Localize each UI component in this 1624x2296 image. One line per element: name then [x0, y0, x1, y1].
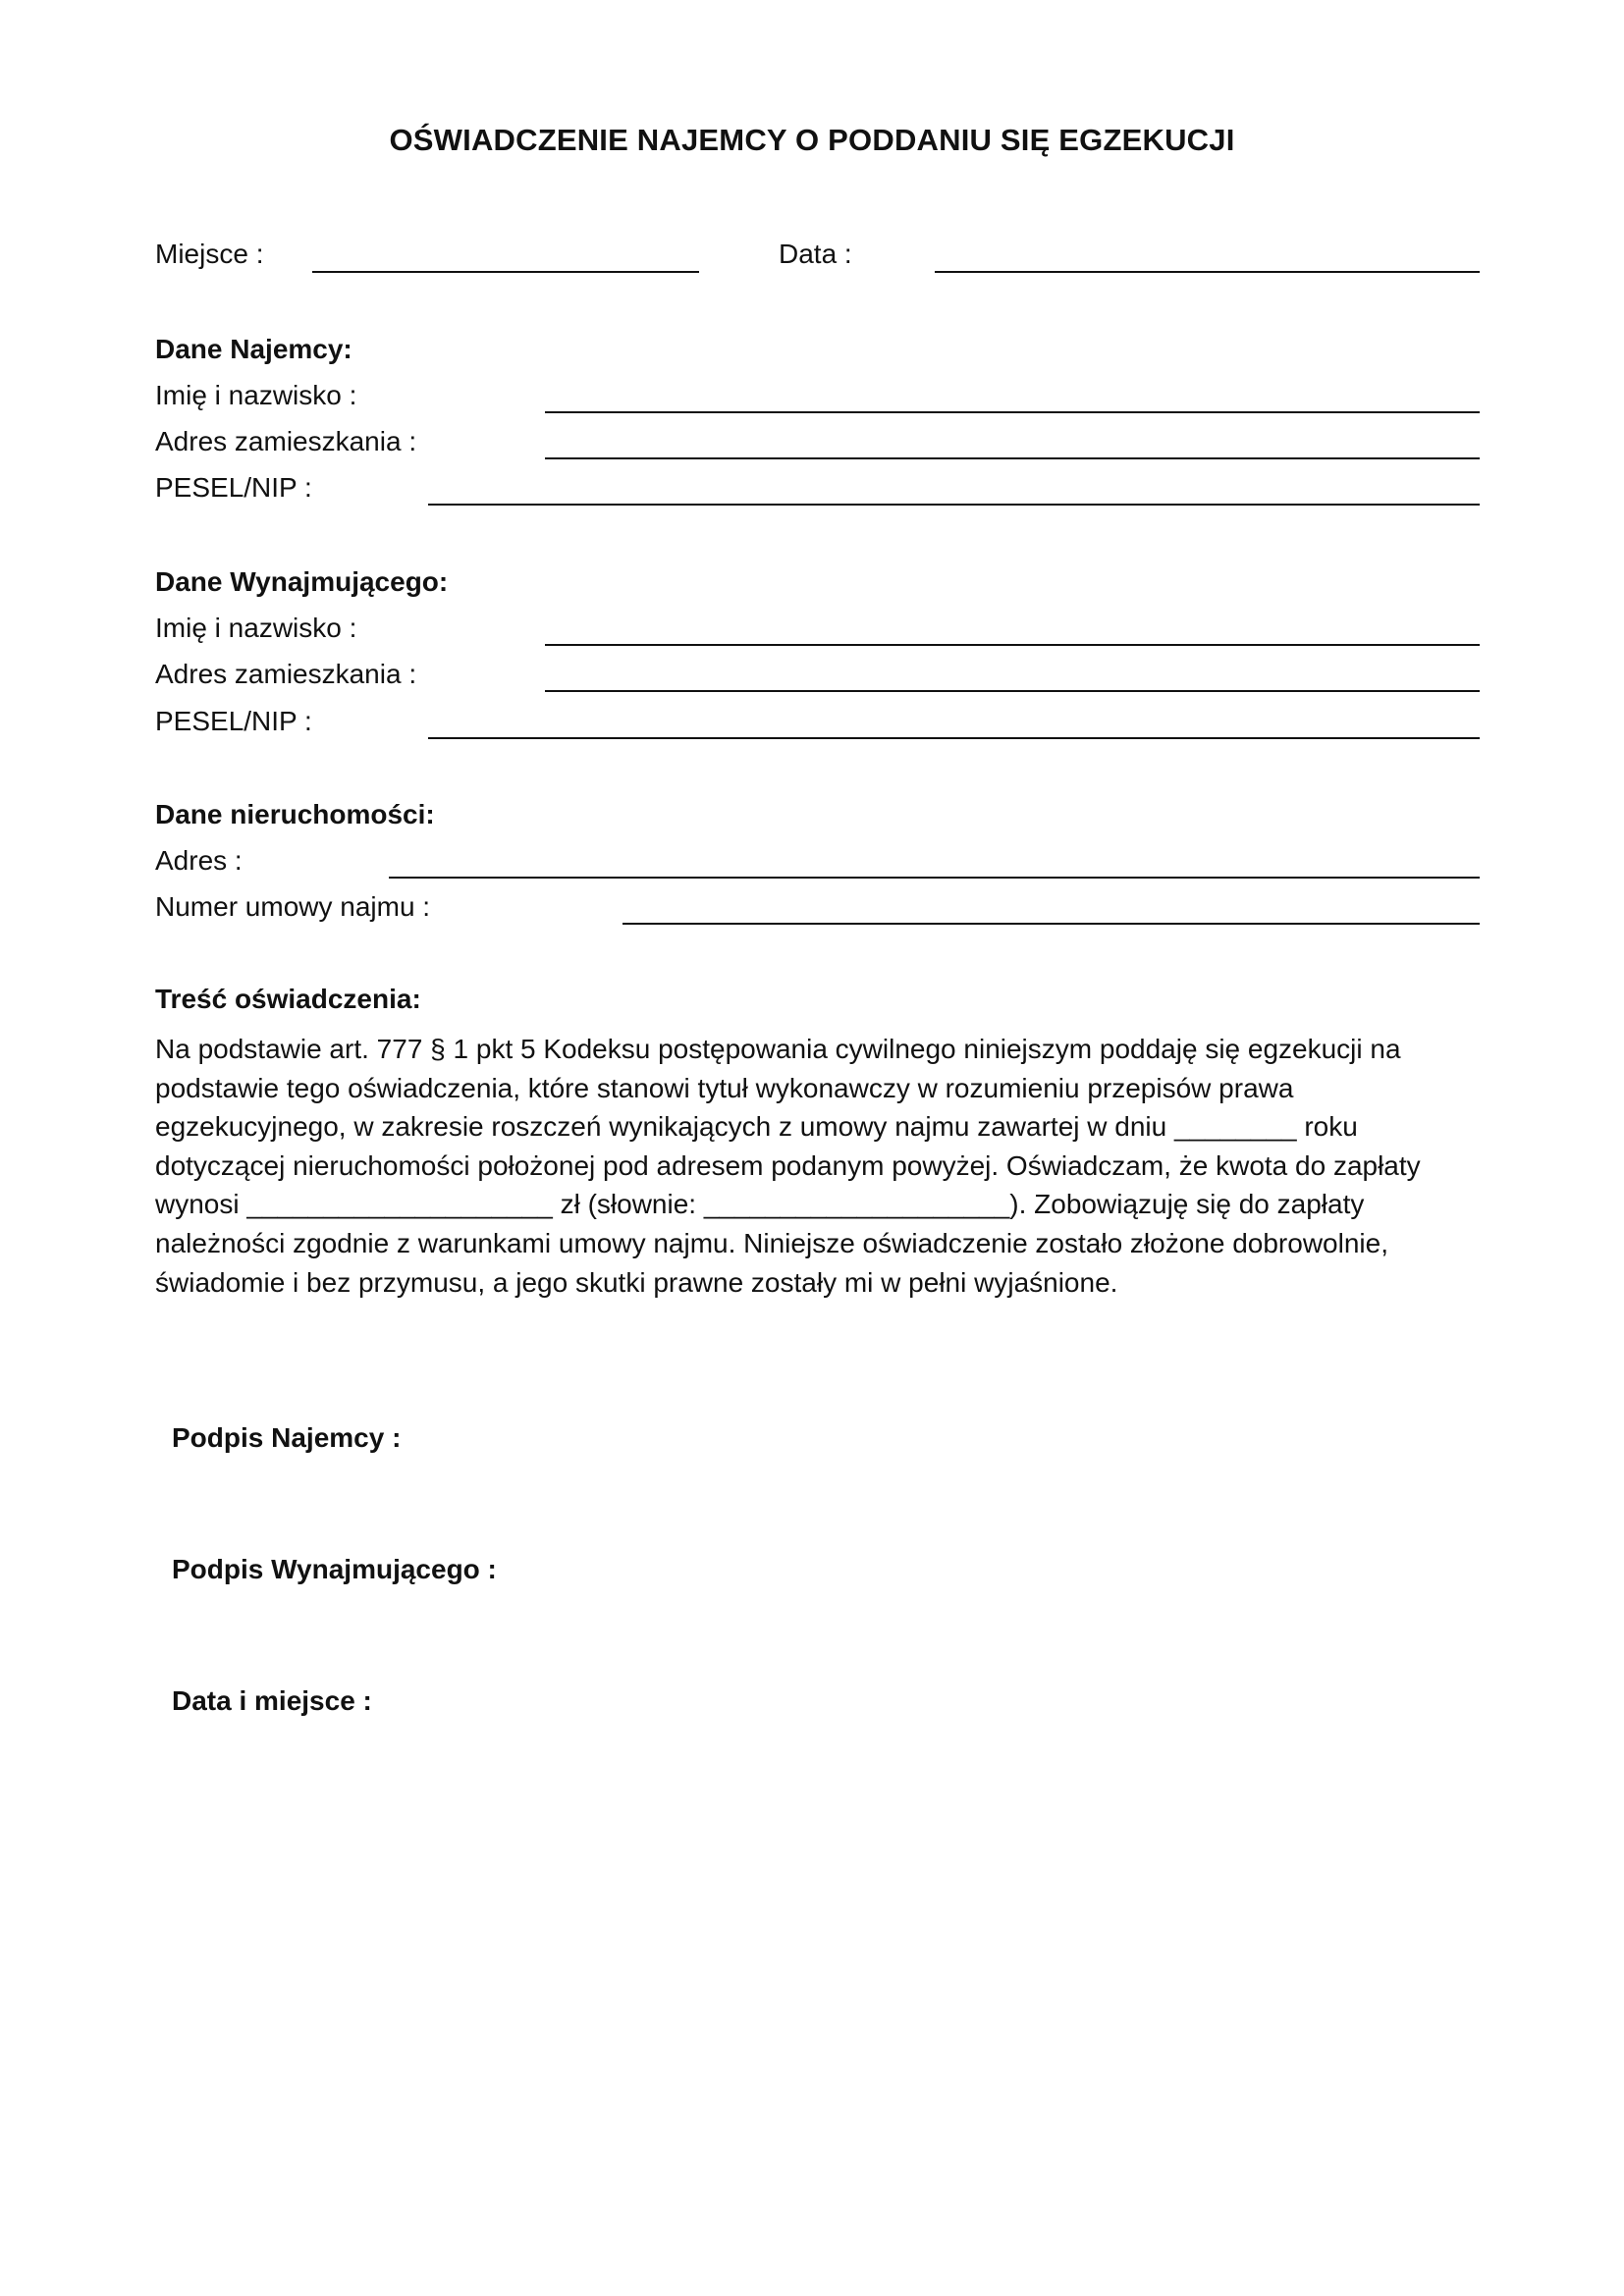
- contract-number-label: Numer umowy najmu :: [155, 891, 431, 922]
- statement-line: dotyczącej nieruchomości położonej pod adresem podanym powyżej. Oświadczam, że kwota do zapłaty: [155, 1149, 1421, 1181]
- statement-line: egzekucyjnego, w zakresie roszczeń wynikających z umowy najmu zawartej w dniu ________ roku: [155, 1111, 1358, 1143]
- document-title: OŚWIADCZENIE NAJEMCY O PODDANIU SIĘ EGZEKUCJI: [389, 123, 1235, 157]
- date-place-label: Data i miejsce :: [172, 1685, 372, 1716]
- statement-line: podstawie tego oświadczenia, które stanowi tytuł wykonawczy w rozumieniu przepisów prawa: [155, 1072, 1294, 1103]
- landlord-address-field[interactable]: [545, 690, 1480, 692]
- tenant-signature-label: Podpis Najemcy :: [172, 1422, 402, 1453]
- landlord-name-field[interactable]: [545, 644, 1480, 646]
- property-heading: Dane nieruchomości:: [155, 799, 435, 829]
- property-address-field[interactable]: [389, 877, 1480, 879]
- statement-heading: Treść oświadczenia:: [155, 984, 421, 1014]
- tenant-address-field[interactable]: [545, 457, 1480, 459]
- landlord-id-field[interactable]: [428, 737, 1480, 739]
- landlord-heading: Dane Wynajmującego:: [155, 566, 449, 597]
- landlord-name-label: Imię i nazwisko :: [155, 613, 357, 643]
- property-address-label: Adres :: [155, 845, 243, 876]
- tenant-name-field[interactable]: [545, 411, 1480, 413]
- statement-body: [155, 1030, 1490, 1302]
- statement-line: należności zgodnie z warunkami umowy najmu. Niniejsze oświadczenie zostało złożone dobrowolnie,: [155, 1227, 1388, 1258]
- tenant-id-field[interactable]: [428, 504, 1480, 506]
- place-label: Miejsce :: [155, 239, 264, 269]
- date-label: Data :: [779, 239, 852, 269]
- tenant-heading: Dane Najemcy:: [155, 334, 352, 364]
- statement-line: wynosi ____________________ zł (słownie: ____________________). Zobowiązuję się do zapłaty: [155, 1189, 1365, 1220]
- tenant-name-label: Imię i nazwisko :: [155, 380, 357, 410]
- date-field[interactable]: [935, 271, 1480, 273]
- statement-line: Na podstawie art. 777 § 1 pkt 5 Kodeksu postępowania cywilnego niniejszym poddaję się egzekucji na: [155, 1034, 1401, 1064]
- landlord-address-label: Adres zamieszkania :: [155, 659, 417, 689]
- landlord-signature-label: Podpis Wynajmującego :: [172, 1554, 497, 1584]
- tenant-address-label: Adres zamieszkania :: [155, 426, 417, 456]
- statement-line: świadomie i bez przymusu, a jego skutki prawne zostały mi w pełni wyjaśnione.: [155, 1266, 1118, 1298]
- tenant-id-label: PESEL/NIP :: [155, 472, 312, 503]
- contract-number-field[interactable]: [623, 923, 1480, 925]
- place-field[interactable]: [312, 271, 699, 273]
- landlord-id-label: PESEL/NIP :: [155, 706, 312, 736]
